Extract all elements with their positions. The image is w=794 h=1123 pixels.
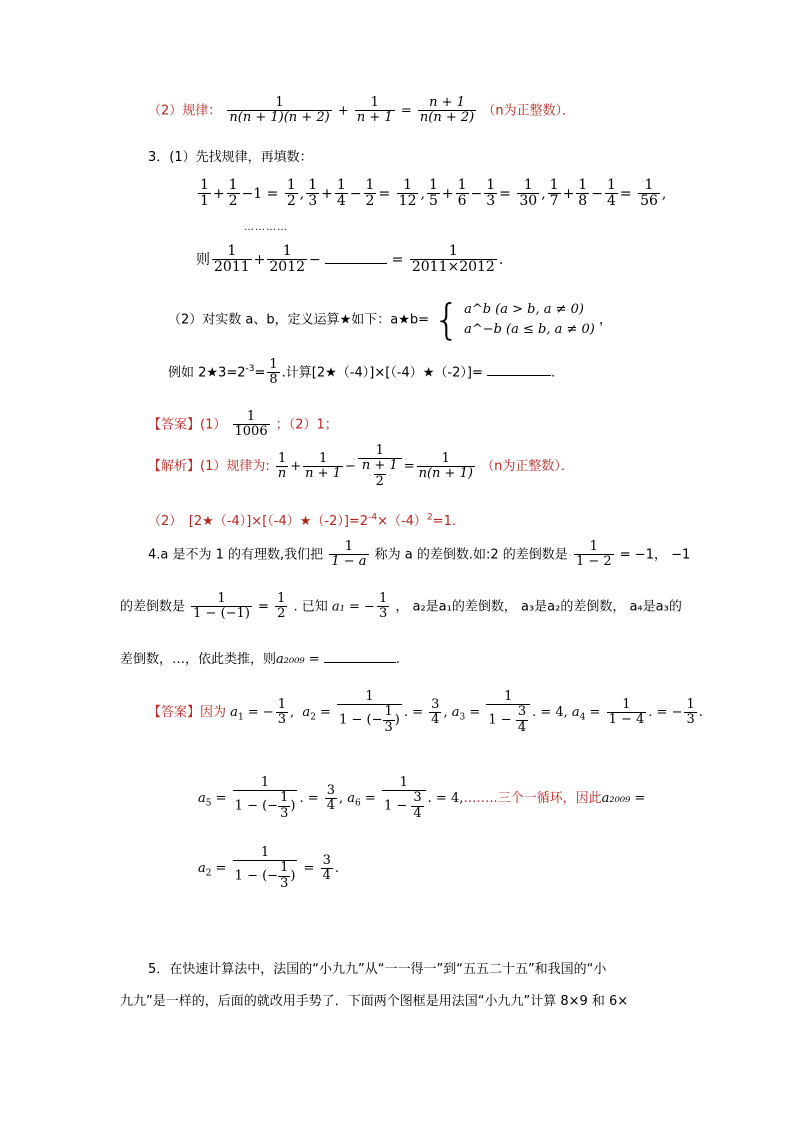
answer-tag: 【答案】 <box>148 704 201 720</box>
q5-line2: 九九”是一样的，后面的就改用手势了．下面两个图框是用法国“小九九”计算 8×9 和 6× <box>120 994 629 1009</box>
q4-line2: 的差倒数是 $\frac{1}{1 - (-1)}$ = $\frac{1}{2}$ . 已知 a₁ = − $\frac{1}{3}$ ， a₂是a₁的差倒数， a₃是a₂的差倒数， a₄是a₃的 <box>120 591 682 622</box>
q4-line1: 4.a 是不为 1 的有理数,我们把 $\frac{1}{1 - a}$ 称为 a 的差倒数.如:2 的差倒数是 $\frac{1}{1 - 2}$ = −1， −1 <box>148 539 691 570</box>
analysis-3-part2: （2） $[2★(-4)]\times[(-4)★(-2)]=2^{-4}\times(-4)^2=1$. <box>148 512 456 529</box>
q4-line3: 差倒数，…，依此类推，则a₂₀₀₉ = . <box>120 652 400 667</box>
answer-blank[interactable] <box>324 662 396 663</box>
q5-line1: 5．在快速计算法中，法国的“小九九”从“一一得一”到“五五二十五”和我国的“小 <box>148 962 607 977</box>
answer-blank[interactable] <box>487 375 551 376</box>
fraction: $\frac{1}{n + 1}$ <box>356 95 393 126</box>
analysis-3: 【解析】(1）规律为: $\frac{1}{n}$ + $\frac{1}{n + 1}$ − $\frac{1}{\frac{n + 1}{2}}$ = $\frac{1}{n(n + 1)}$ （n为正整数）． <box>148 443 574 489</box>
q3-part2-example: 例如 $2★3=2^{-3}=$ $\frac{1}{8}$ .计算[2★（-4）]×[（-4）★（-2）]= . <box>168 357 556 388</box>
fraction: $\frac{n + 1}{n(n + 2)}$ <box>419 95 475 126</box>
q3-pattern-row: $\frac{1}{1}$ + $\frac{1}{2}$ −1 = $\frac{1}{2}$ , $\frac{1}{3}$ + $\frac{1}{4}$ − $\frac{1}{2}$ = $\frac{1}{12}$ , $\frac{1}{5}$ + $\frac{1}{6}$ − $\frac{1}{3}$ = $\frac{1}{30}$ , $\frac{1}{7}$ + $\frac{1}{8}$ − $\frac{1}{4}$ = $\frac{1}{56}$ , <box>200 177 667 210</box>
q2-rule-label: （2）规律： <box>148 103 222 119</box>
q3-label: 3．(1）先找规律，再填数： <box>148 150 313 165</box>
q2-rule-line: （2）规律： $\frac{1}{n(n + 1)(n + 2)}$ + $\frac{1}{n + 1}$ = $\frac{n + 1}{n(n + 2)}$ （n为正整数）． <box>148 95 576 126</box>
answer-blank[interactable] <box>325 263 387 264</box>
answer-3: 【答案】(1） $\frac{1}{1006}$ ；（2）1； <box>148 409 338 440</box>
answer-tag: 【答案】 <box>148 417 201 433</box>
q3-target-row: 则 $\frac{1}{2011}$ + $\frac{1}{2012}$ − = $\frac{1}{2011\times 2012}$ . <box>196 243 504 276</box>
analysis-tag: 【解析】 <box>148 458 201 474</box>
fraction: $\frac{1}{n(n + 1)(n + 2)}$ <box>229 95 330 126</box>
q3-part2-definition: （2）对实数 a、b，定义运算★如下：a★b= { a^b (a > b, a ≠ 0) a^−b (a ≤ b, a ≠ 0) ， <box>168 295 613 344</box>
answer-4-row2: $a_5$ = 1 1 − (− $\frac{1}{3}$ ) . = $\frac{3}{4}$ , $a_6$ = 1 1 − $\frac{3}{4}$ . = 4,……..三个一循环，因此a₂₀₀₉ = <box>198 775 646 821</box>
ellipsis: ………… <box>244 222 288 233</box>
q2-rule-note: （n为正整数）． <box>482 103 576 119</box>
answer-4-row1: 【答案】因为 $a_1$ = − $\frac{1}{3}$ , $a_2$ = 1 1 − (− $\frac{1}{3}$ ) . = $\frac{3}{4}$ , $a_3$ = 1 1 − $\frac{3}{4}$ . = 4, $a_4$ = $\frac{1}{1 - 4}$ . = − $\frac{1}{3}$ . <box>148 689 703 735</box>
answer-4-row3: $a_2$ = 1 1 − (− $\frac{1}{3}$ ) = $\frac{3}{4}$ . <box>198 845 340 891</box>
